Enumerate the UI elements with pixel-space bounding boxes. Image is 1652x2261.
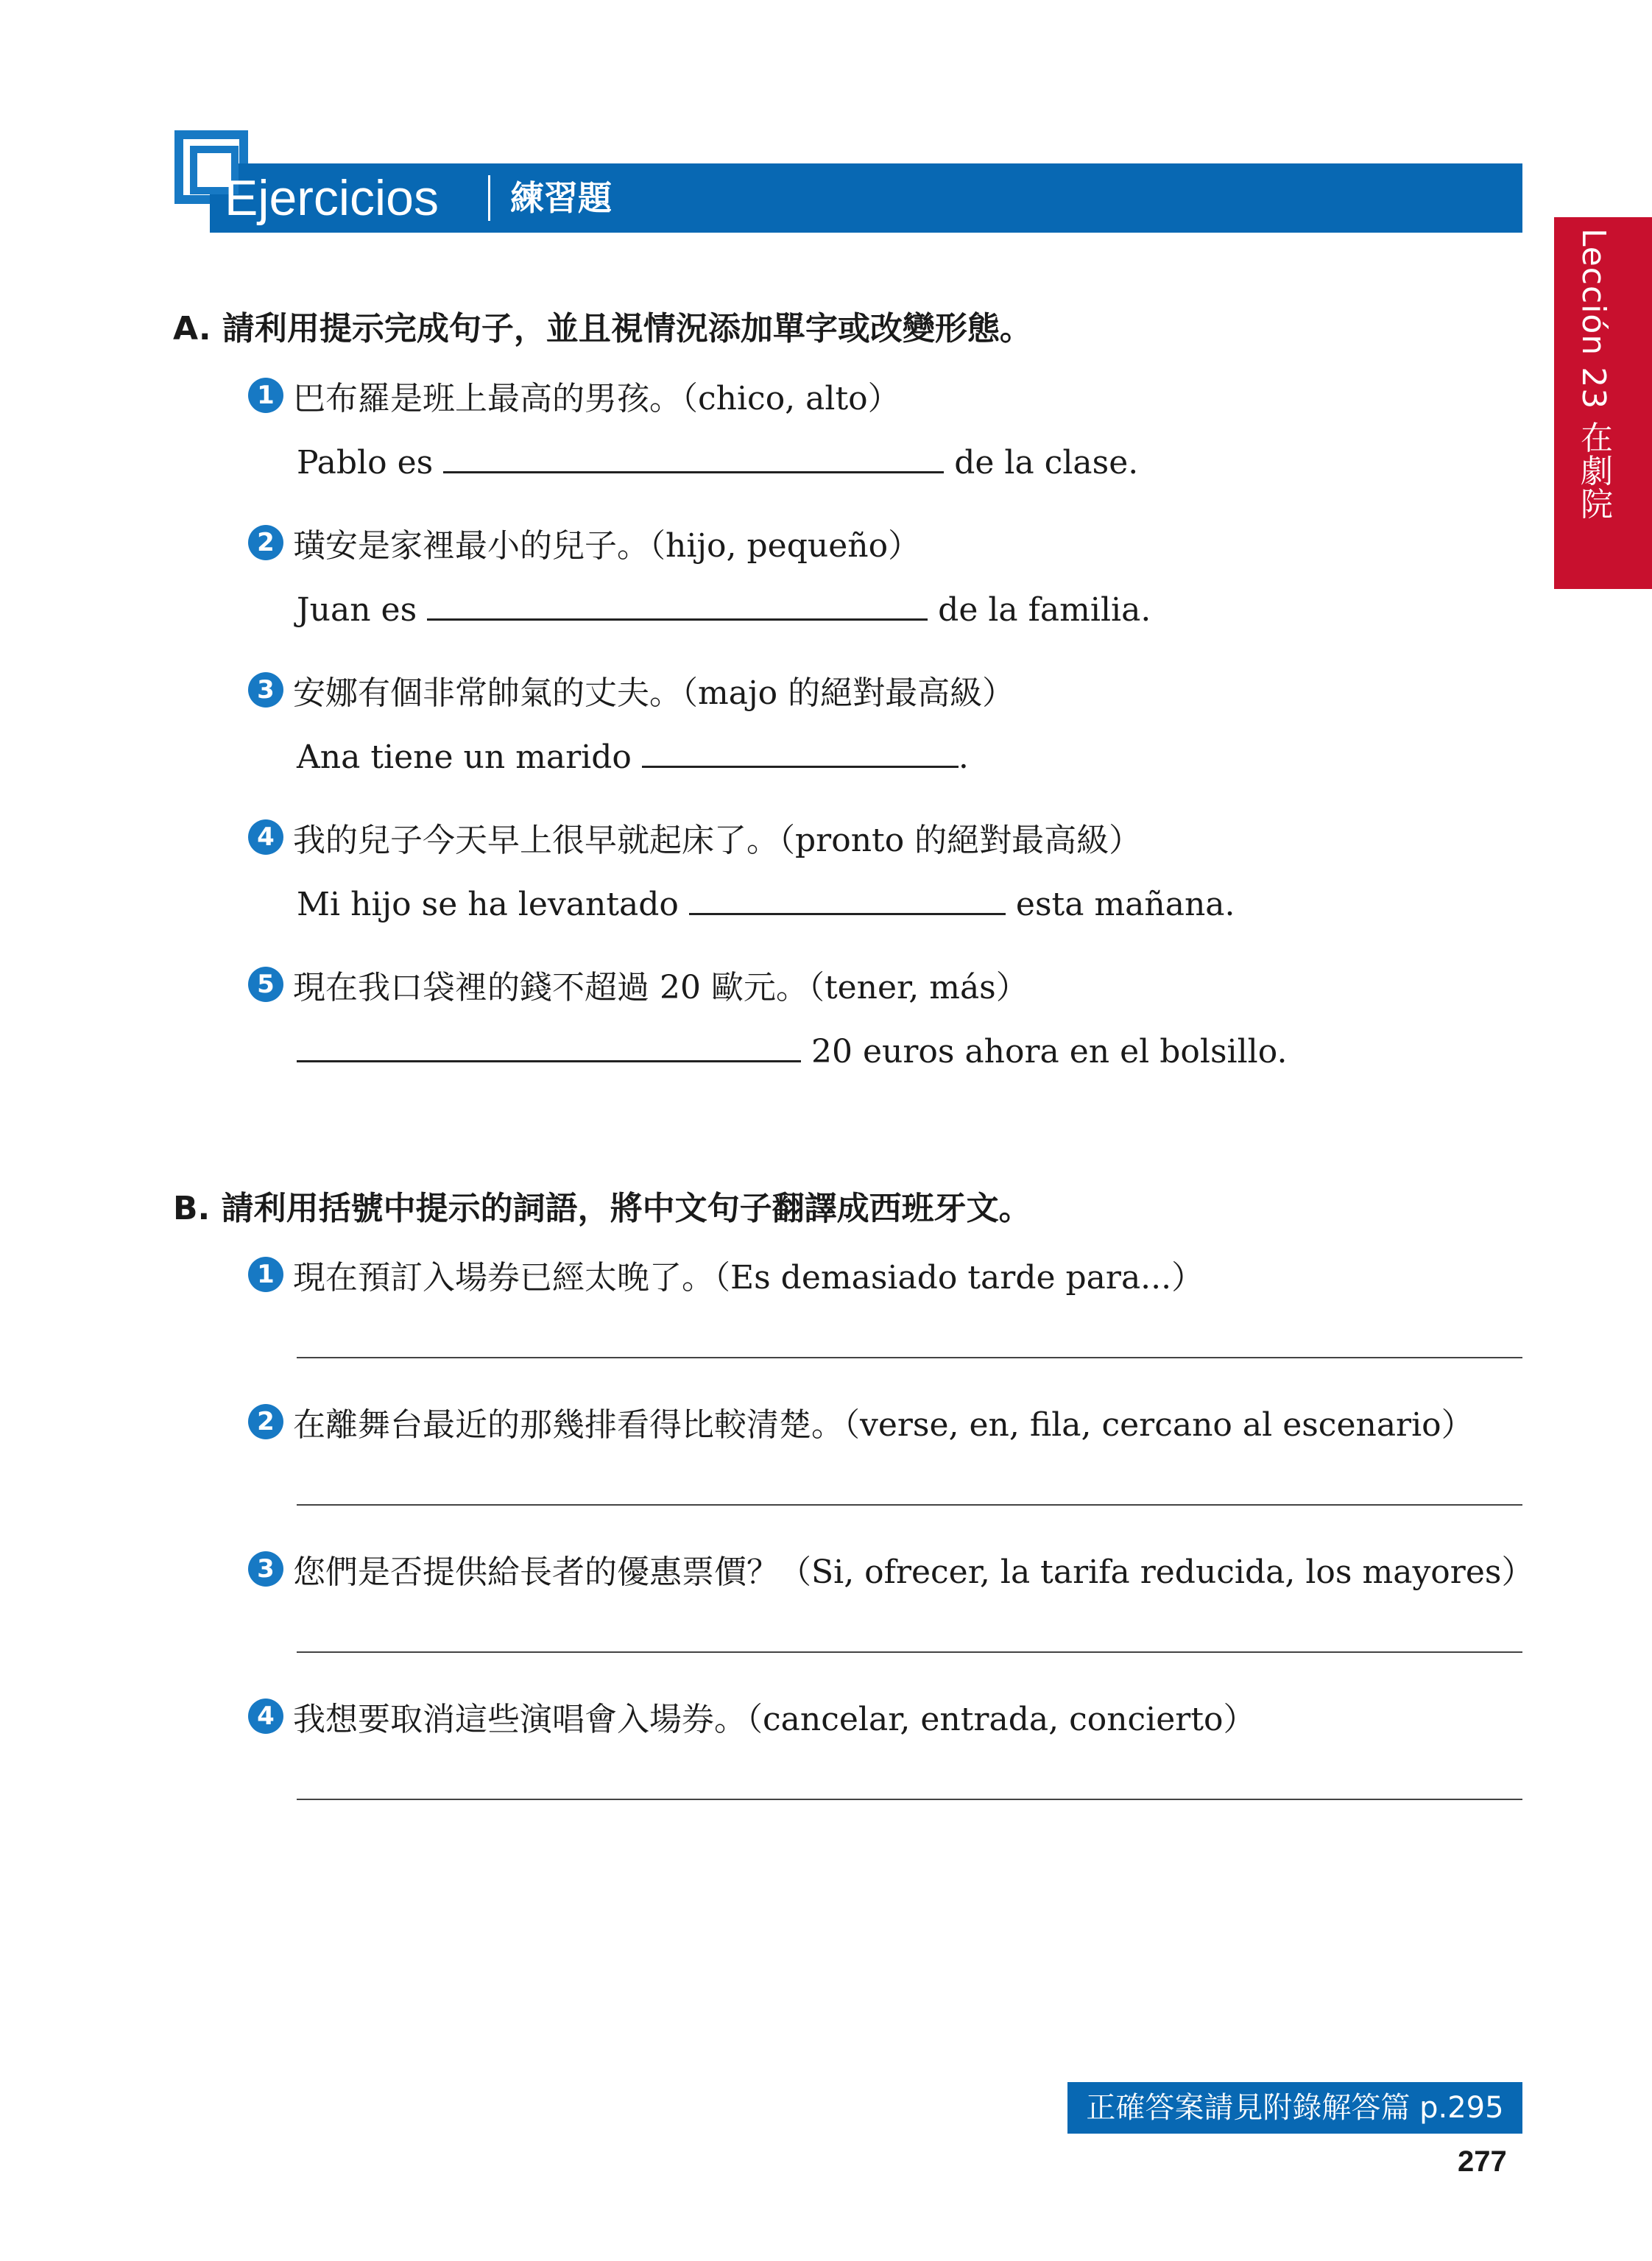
answer-blank[interactable] [427,592,928,621]
sentence-start: Ana tiene un marido [297,738,632,776]
answer-blank[interactable] [642,739,959,768]
item-number-badge: 3 [248,672,283,708]
page-subtitle: 練習題 [510,178,612,218]
sentence-end: de la familia. [938,591,1151,629]
sentence-start: Pablo es [297,444,434,482]
item-number-badge: 1 [248,378,283,413]
item-number-badge: 5 [248,967,283,1002]
page-number: 277 [1458,2145,1507,2178]
exercise-prompt: 現在我口袋裡的錢不超過 20 歐元。（tener, más） [293,969,1028,1006]
fill-in-sentence [297,444,1138,482]
exercise-prompt: 璜安是家裡最小的兒子。（hijo, pequeño） [293,527,921,565]
sentence-end: . [958,738,969,776]
header-separator [488,175,490,221]
item-number-badge: 1 [248,1257,283,1292]
item-number-badge: 4 [248,819,283,855]
item-number-badge: 2 [248,525,283,560]
exercise-prompt: 您們是否提供給長者的優惠票價？（Si, ofrecer, la tarifa reducida, los mayores） [293,1553,1534,1591]
item-number-badge: 4 [248,1699,283,1734]
section-a-heading: A. 請利用提示完成句子，並且視情況添加單字或改變形態。 [173,310,1032,348]
sentence-start: Juan es [297,591,417,629]
exercise-prompt: 在離舞台最近的那幾排看得比較清楚。（verse, en, fila, cercano al escenario） [293,1406,1474,1444]
answer-line[interactable] [297,1357,1522,1358]
fill-in-sentence [297,1033,1287,1070]
answer-line[interactable] [297,1651,1522,1653]
answer-blank[interactable] [689,886,1006,915]
answer-line[interactable] [297,1799,1522,1800]
sentence-end: 20 euros ahora en el bolsillo. [811,1033,1288,1070]
answer-blank[interactable] [297,1034,801,1062]
exercise-prompt: 我想要取消這些演唱會入場券。（cancelar, entrada, concierto） [293,1701,1256,1738]
fill-in-sentence [297,738,969,776]
sentence-end: de la clase. [954,444,1139,482]
answer-key-note: 正確答案請見附錄解答篇 p.295 [1067,2082,1522,2134]
item-number-badge: 3 [248,1551,283,1587]
exercise-prompt: 現在預訂入場券已經太晚了。（Es demasiado tarde para...） [293,1259,1204,1297]
section-b-heading: B. 請利用括號中提示的詞語，將中文句子翻譯成西班牙文。 [173,1190,1031,1227]
exercise-prompt: 巴布羅是班上最高的男孩。（chico, alto） [293,380,900,417]
item-number-badge: 2 [248,1404,283,1439]
sentence-start: Mi hijo se ha levantado [297,886,679,923]
fill-in-sentence [297,886,1235,923]
exercise-prompt: 我的兒子今天早上很早就起床了。（pronto 的絕對最高級） [293,822,1142,859]
lesson-tab-label: Lección 23 在劇院 [1575,228,1612,521]
answer-blank[interactable] [443,445,944,473]
sentence-end: esta mañana. [1015,886,1235,923]
page-title: Ejercicios [225,170,439,226]
fill-in-sentence [297,591,1151,629]
answer-line[interactable] [297,1504,1522,1506]
exercise-prompt: 安娜有個非常帥氣的丈夫。（majo 的絕對最高級） [293,674,1015,712]
